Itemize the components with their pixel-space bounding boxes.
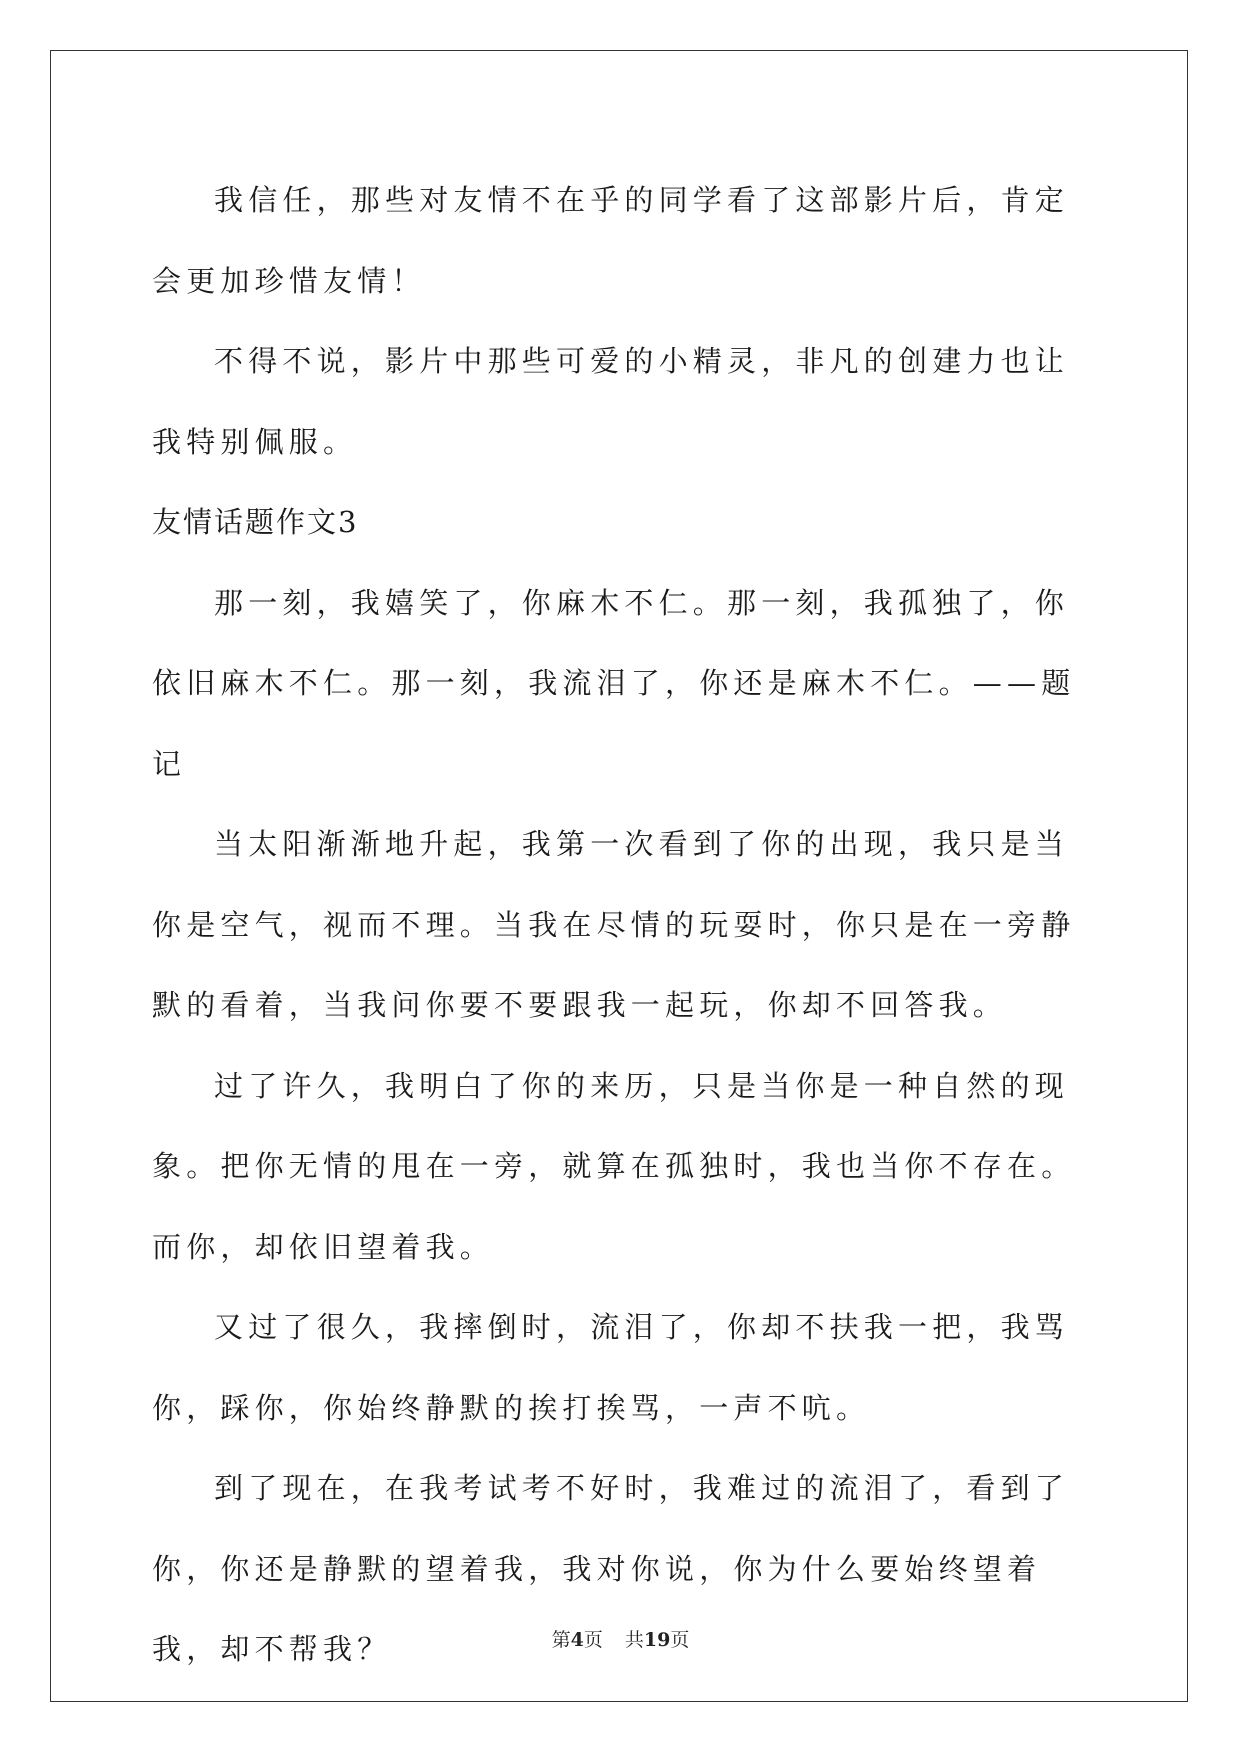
footer-prefix: 第 xyxy=(551,1629,571,1651)
section-heading: 友情话题作文3 xyxy=(152,505,359,539)
paragraph: 过了许久，我明白了你的来历，只是当你是一种自然的现象。把你无情的甩在一旁，就算在孤独时，我也当你不存在。而你，却依旧望着我。 xyxy=(152,1068,1076,1264)
current-page-number: 4 xyxy=(570,1629,584,1651)
paragraph: 到了现在，在我考试考不好时，我难过的流泪了，看到了你，你还是静默的望着我，我对你说，你为什么要始终望着我，却不帮我？ xyxy=(152,1471,1070,1666)
document-body xyxy=(152,160,1092,1690)
paragraph: 那一刻，我嬉笑了，你麻木不仁。那一刻，我孤独了，你依旧麻木不仁。那一刻，我流泪了，你还是麻木不仁。——题记 xyxy=(152,585,1076,781)
footer-total-suffix: 页 xyxy=(670,1629,690,1651)
paragraph: 又过了很久，我摔倒时，流泪了，你却不扶我一把，我骂你，踩你，你始终静默的挨打挨骂，一声不吭。 xyxy=(152,1310,1070,1425)
total-page-count: 19 xyxy=(643,1629,671,1651)
footer-page-suffix: 页 xyxy=(583,1629,603,1651)
paragraph: 当太阳渐渐地升起，我第一次看到了你的出现，我只是当你是空气，视而不理。当我在尽情的玩耍时，你只是在一旁静默的看着，当我问你要不要跟我一起玩，你却不回答我。 xyxy=(152,827,1076,1022)
page-footer xyxy=(0,1625,1241,1652)
paragraph: 不得不说，影片中那些可爱的小精灵，非凡的创建力也让我特别佩服。 xyxy=(152,344,1070,459)
paragraph: 我信任，那些对友情不在乎的同学看了这部影片后，肯定会更加珍惜友情！ xyxy=(152,183,1070,298)
footer-total-prefix: 共 xyxy=(624,1629,644,1651)
